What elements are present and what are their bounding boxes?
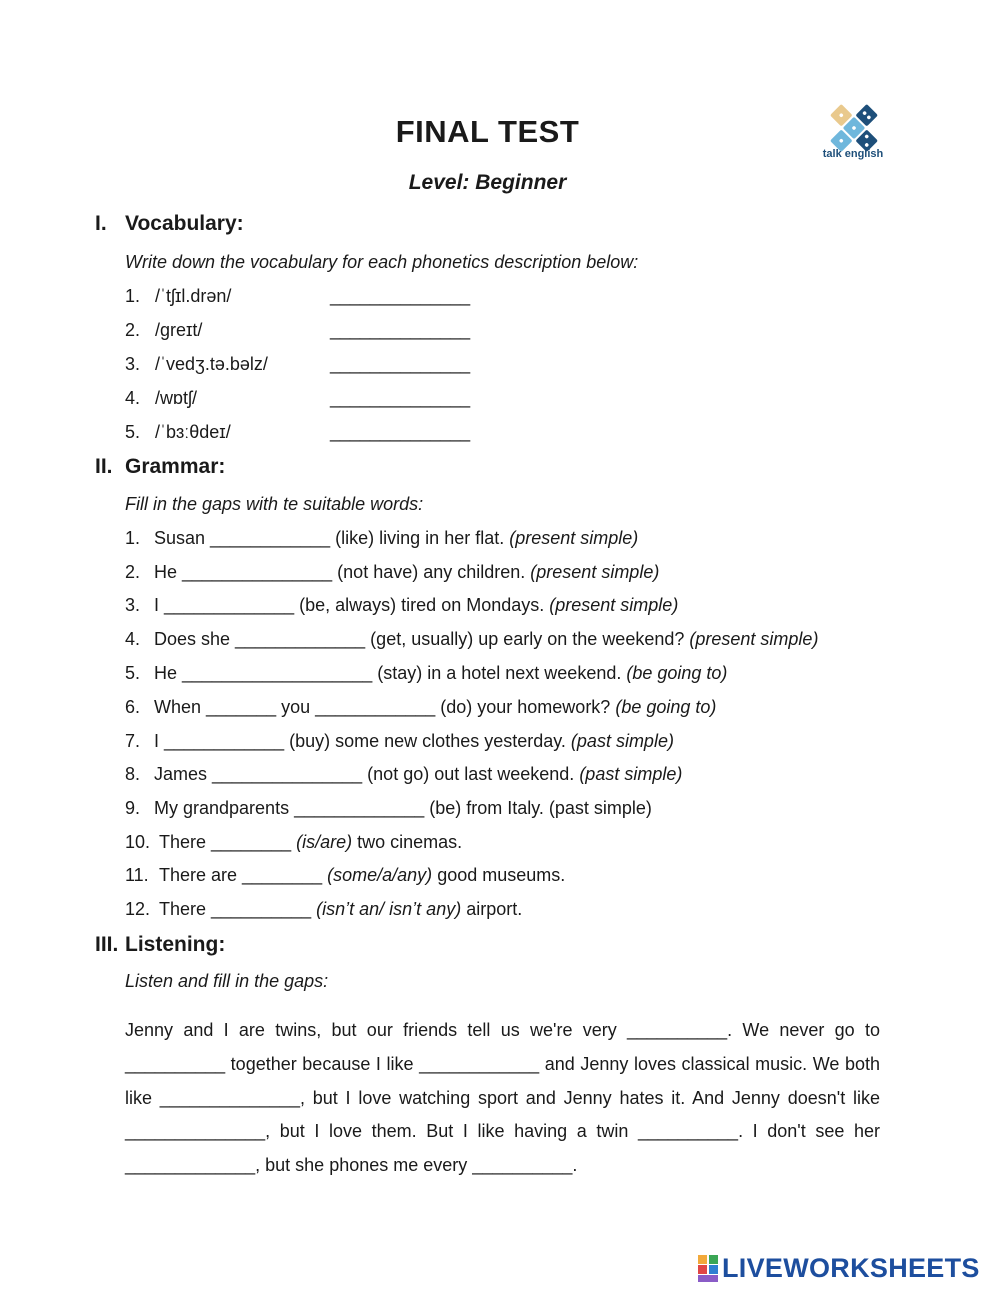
item-text: Susan ____________ (like) living in her flat. — [154, 528, 510, 548]
choice-note: (some/a/any) — [327, 865, 433, 885]
grammar-item[interactable] — [125, 899, 522, 920]
section-3-title: Listening: — [125, 933, 226, 956]
vocab-item-number: 2. — [125, 320, 141, 340]
item-number: 11. — [125, 865, 149, 885]
item-text: I ____________ (buy) some new clothes yesterday. — [154, 731, 571, 751]
item-number: 12. — [125, 899, 151, 919]
item-number: 2. — [125, 562, 141, 582]
logo-text: talk english — [822, 148, 884, 160]
grammar-item[interactable] — [125, 731, 674, 752]
vocab-answer-blank[interactable]: ______________ — [330, 286, 471, 306]
tense-note: (present simple) — [530, 562, 660, 582]
vocab-item-number: 1. — [125, 286, 141, 306]
item-number: 5. — [125, 663, 141, 683]
section-1-instruction: Write down the vocabulary for each phonetics description below: — [125, 252, 639, 272]
tense-note: (present simple) — [549, 595, 679, 615]
item-text: There are ________ — [159, 865, 328, 885]
section-3-number: III. — [95, 933, 119, 956]
grammar-item[interactable] — [125, 663, 727, 684]
tense-note: (past simple) — [570, 731, 674, 751]
tense-note: (present simple) — [509, 528, 639, 548]
grammar-item[interactable] — [125, 798, 652, 819]
item-text: My grandparents _____________ (be) from Italy. (past simple) — [154, 798, 652, 818]
section-3-instruction: Listen and fill in the gaps: — [125, 971, 329, 991]
vocab-answer-blank[interactable]: ______________ — [330, 320, 471, 340]
tense-note: (past simple) — [579, 764, 683, 784]
section-2-title: Grammar: — [125, 455, 226, 478]
tense-note: (be going to) — [626, 663, 728, 683]
choice-note: (isn’t an/ isn’t any) — [316, 899, 462, 919]
item-text: He _______________ (not have) any children. — [154, 562, 531, 582]
item-number: 7. — [125, 731, 141, 751]
tense-note: (be going to) — [615, 697, 717, 717]
liveworksheets-brand[interactable]: LIVEWORKSHEETS — [722, 1253, 980, 1283]
item-number: 10. — [125, 832, 151, 852]
item-text-end: good museums. — [432, 865, 566, 885]
vocab-item-number: 3. — [125, 354, 141, 374]
tense-note: (present simple) — [689, 629, 819, 649]
item-text: He ___________________ (stay) in a hotel next weekend. — [154, 663, 627, 683]
vocab-phonetic: /ˈvedʒ.tə.bəlz/ — [155, 354, 268, 374]
grammar-item[interactable] — [125, 865, 565, 886]
item-text: There __________ — [159, 899, 317, 919]
vocab-phonetic: /greɪt/ — [155, 320, 203, 340]
item-text-end: airport. — [461, 899, 523, 919]
listening-paragraph[interactable]: Jenny and I are twins, but our friends tell us we're very __________. We never go to __________ together because I like ____________ and Jenny loves classical music. We both like ______________, but I love watching sport and Jenny hates it. And Jenny doesn't like ______________, but I love them. But I like having a twin __________. I don't see her _____________, but she phones me every __________. — [125, 1020, 880, 1176]
grammar-item[interactable] — [125, 832, 462, 853]
grammar-item[interactable] — [125, 629, 818, 650]
item-text: Does she _____________ (get, usually) up early on the weekend? — [154, 629, 690, 649]
vocab-item-number: 5. — [125, 422, 141, 442]
item-text: I _____________ (be, always) tired on Mondays. — [154, 595, 550, 615]
vocab-item-number: 4. — [125, 388, 141, 408]
vocab-answer-blank[interactable]: ______________ — [330, 354, 471, 374]
section-1-title: Vocabulary: — [125, 212, 244, 235]
grammar-item[interactable] — [125, 764, 682, 785]
grammar-item[interactable] — [125, 528, 638, 549]
grammar-item[interactable] — [125, 595, 678, 616]
item-number: 1. — [125, 528, 141, 548]
section-1-number: I. — [95, 212, 107, 235]
grammar-item[interactable] — [125, 697, 716, 718]
item-number: 3. — [125, 595, 141, 615]
choice-note: (is/are) — [296, 832, 353, 852]
page-title: FINAL TEST — [395, 114, 580, 149]
section-2-number: II. — [95, 455, 113, 478]
item-number: 8. — [125, 764, 141, 784]
vocab-phonetic: /wɒtʃ/ — [155, 388, 198, 408]
section-2-instruction: Fill in the gaps with te suitable words: — [125, 494, 424, 514]
item-number: 9. — [125, 798, 141, 818]
grammar-item[interactable] — [125, 562, 659, 583]
item-text-end: two cinemas. — [352, 832, 463, 852]
liveworksheets-logo-icon — [698, 1254, 720, 1284]
item-number: 6. — [125, 697, 141, 717]
vocab-answer-blank[interactable]: ______________ — [330, 422, 471, 442]
item-text: When _______ you ____________ (do) your homework? — [154, 697, 616, 717]
vocab-phonetic: /ˈtʃɪl.drən/ — [155, 286, 232, 306]
vocab-phonetic: /ˈbɜːθdeɪ/ — [155, 422, 231, 442]
vocab-answer-blank[interactable]: ______________ — [330, 388, 471, 408]
item-text: There ________ — [159, 832, 297, 852]
item-number: 4. — [125, 629, 141, 649]
item-text: James _______________ (not go) out last weekend. — [154, 764, 580, 784]
level-subtitle: Level: Beginner — [408, 171, 567, 194]
